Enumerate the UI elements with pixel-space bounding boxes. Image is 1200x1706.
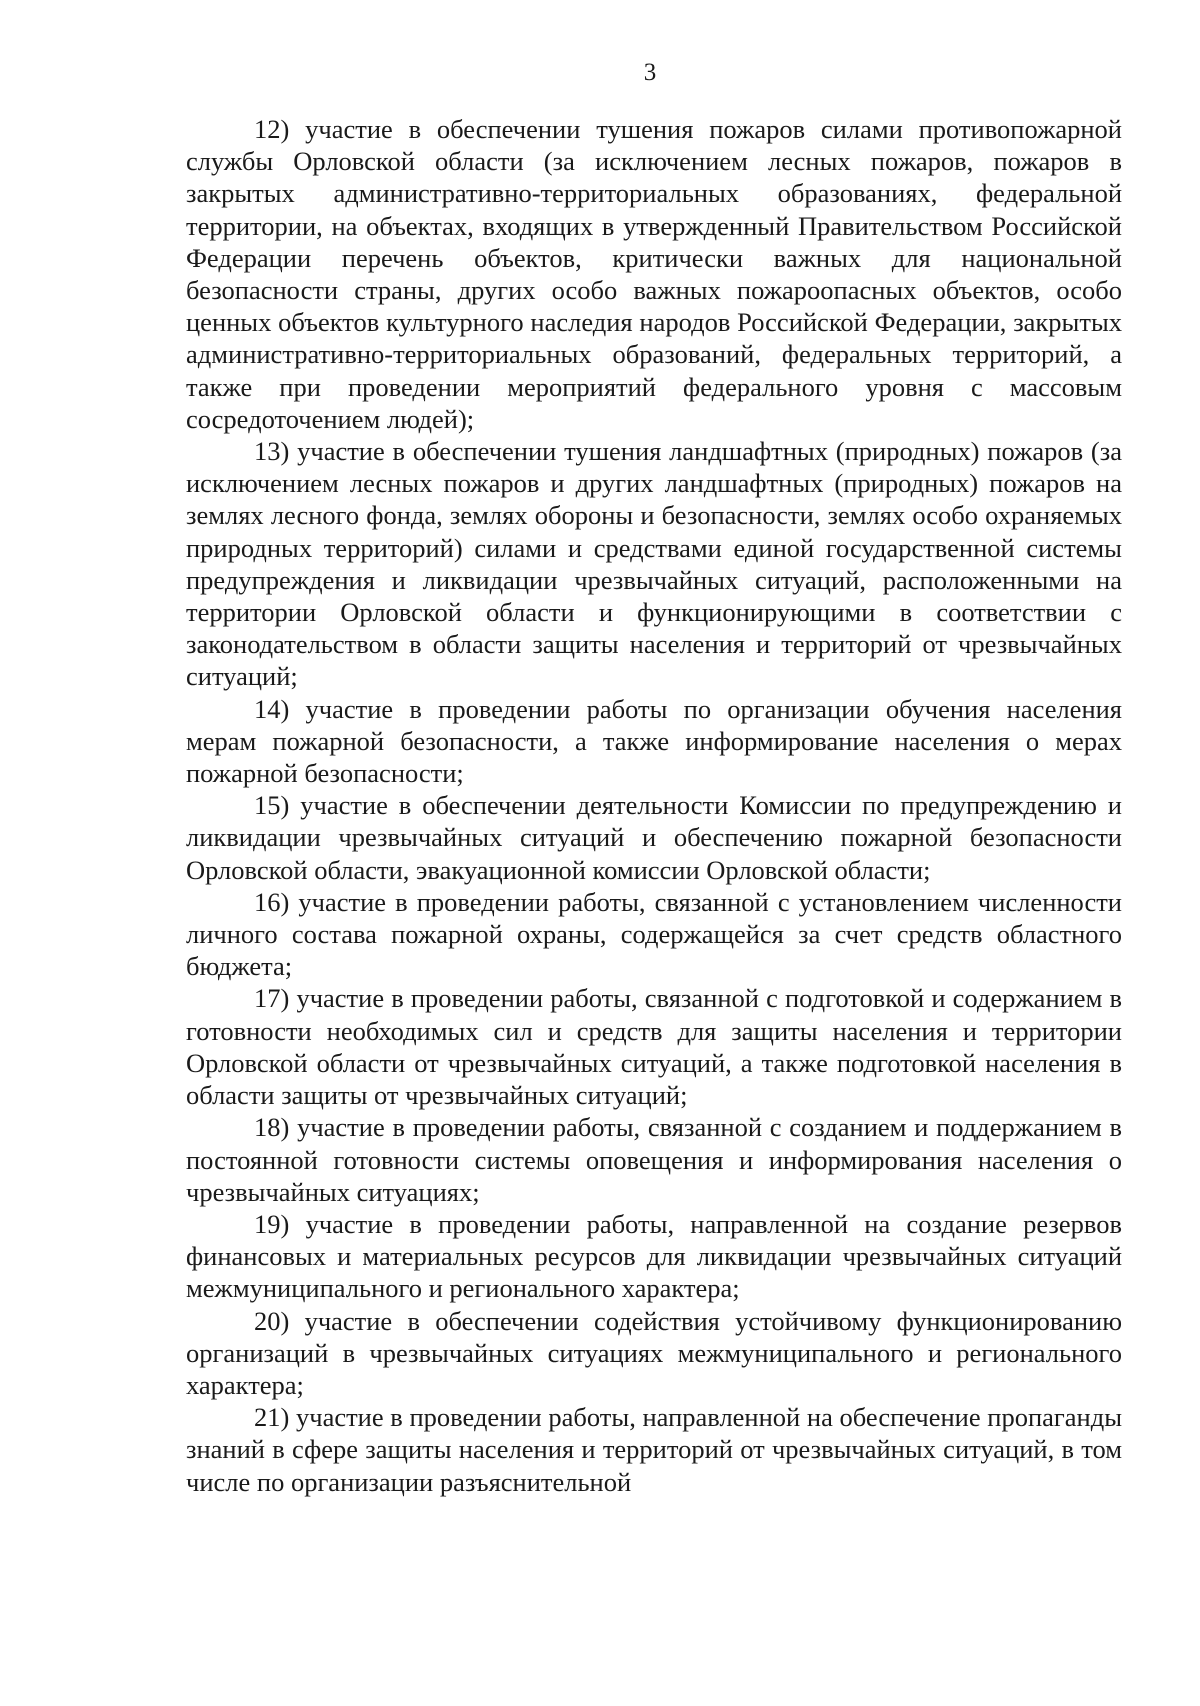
paragraph-15: 15) участие в обеспечении деятельности Комиссии по предупреждению и ликвидации чрезвычайных ситуаций и обеспечению пожарной безопасности Орловской области, эвакуационной комиссии Орловской области; — [186, 790, 1122, 885]
paragraph-12: 12) участие в обеспечении тушения пожаров силами противопожарной службы Орловской области (за исключением лесных пожаров, пожаров в закрытых административно-территориальных образованиях, федеральной территории, на объектах, входящих в утвержденный Правительством Российской Федерации перечень объектов, критически важных для национальной безопасности страны, других особо важных пожароопасных объектов, особо ценных объектов культурного наследия народов Российской Федерации, закрытых административно-территориальных образований, федеральных территорий, а также при проведении мероприятий федерального уровня с массовым сосредоточением людей); — [186, 114, 1122, 434]
paragraph-19: 19) участие в проведении работы, направленной на создание резервов финансовых и материальных ресурсов для ликвидации чрезвычайных ситуаций межмуниципального и регионального характера; — [186, 1208, 1122, 1304]
paragraph-16: 16) участие в проведении работы, связанной с установлением численности личного состава пожарной охраны, содержащейся за счет средств областного бюджета; — [186, 886, 1122, 982]
paragraph-13: 13) участие в обеспечении тушения ландшафтных (природных) пожаров (за исключением лесных пожаров и других ландшафтных (природных) пожаров на землях лесного фонда, землях обороны и безопасности, землях особо охраняемых природных территорий) силами и средствами единой государственной системы предупреждения и ликвидации чрезвычайных ситуаций, расположенными на территории Орловской области и функционирующими в соответствии с законодательством в области защиты населения и территорий от чрезвычайных ситуаций; — [186, 436, 1122, 692]
paragraph-14: 14) участие в проведении работы по организации обучения населения мерам пожарной безопасности, а также информирование населения о мерах пожарной безопасности; — [186, 693, 1122, 789]
paragraph-18: 18) участие в проведении работы, связанной с созданием и поддержанием в постоянной готовности системы оповещения и информирования населения о чрезвычайных ситуациях; — [186, 1112, 1122, 1207]
paragraph-17: 17) участие в проведении работы, связанной с подготовкой и содержанием в готовности необходимых сил и средств для защиты населения и территории Орловской области от чрезвычайных ситуаций, а также подготовкой населения в области защиты от чрезвычайных ситуаций; — [186, 983, 1122, 1111]
document-body — [186, 113, 1122, 1498]
paragraph-21: 21) участие в проведении работы, направленной на обеспечение пропаганды знаний в сфере защиты населения и территорий от чрезвычайных ситуаций, в том числе по организации разъяснительной — [186, 1402, 1122, 1497]
page-number: 3 — [643, 59, 657, 86]
paragraph-20: 20) участие в обеспечении содействия устойчивому функционированию организаций в чрезвычайных ситуациях межмуниципального и регионального характера; — [186, 1305, 1122, 1400]
